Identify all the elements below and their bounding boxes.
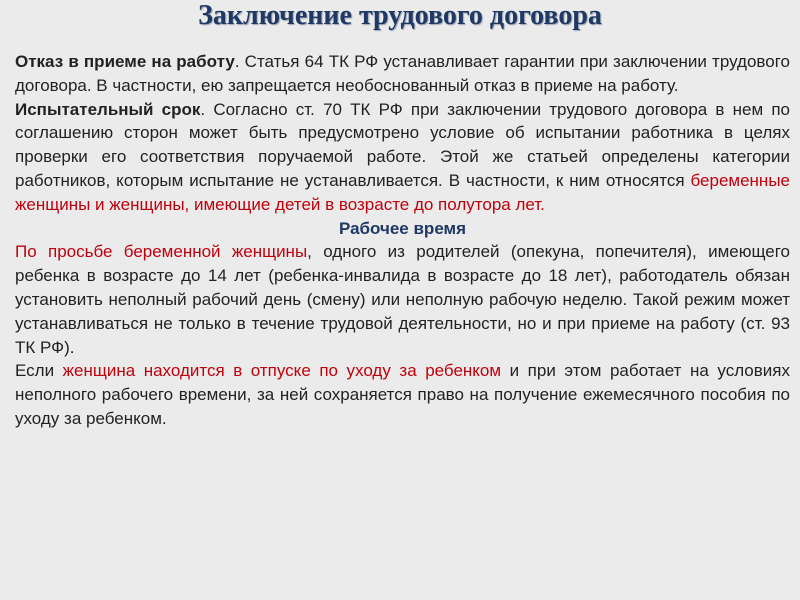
paragraph-probation [15,98,790,217]
paragraph-hiring-refusal [15,50,790,98]
page-title: Заключение трудового договора [198,0,602,31]
highlight-pregnant-request: По просьбе беременной женщины [15,242,308,262]
term-probation: Испытательный срок [15,99,201,119]
document-body [15,50,790,431]
paragraph-hiring-refusal-text: . Статья 64 ТК РФ устанавливает гарантии при заключении трудового договора. В частности, ею запрещается необоснованный отказ в приеме на работу. [15,52,790,95]
paragraph-child-leave [15,359,790,430]
highlight-pregnant-women: беременные женщины и женщины, имеющие детей в возрасте до полутора лет. [15,170,790,214]
paragraph-part-time-text: , одного из родителей (опекуна, попечителя), имеющего ребенка в возрасте до 14 лет (ребенка-инвалида в возрасте до 18 лет), работодатель обязан установить неполный рабочий день (смену) или неполную рабочую неделю. Такой режим может устанавливаться не только в течение трудовой деятельности, но и при приеме на работу (ст. 93 ТК РФ). [15,242,790,357]
paragraph-child-leave-end: и при этом работает на условиях неполного рабочего времени, за ней сохраняется право на получение ежемесячного пособия по уходу за ребенком. [15,361,790,428]
paragraph-child-leave-start: Если [15,361,63,381]
term-hiring-refusal: Отказ в приеме на работу [15,52,235,71]
paragraph-probation-text: . Согласно ст. 70 ТК РФ при заключении трудового договора в нем по соглашению сторон может быть предусмотрено условие об испытании работника в целях проверки его соответствия поручаемой работе. Этой же статьей определены категории работников, которым испытание не устанавливается. В частности, к ним относятся [15,99,790,190]
paragraph-part-time [15,240,790,359]
subheading-working-time: Рабочее время [338,218,467,238]
title-bar [0,0,800,40]
highlight-child-leave: женщина находится в отпуске по уходу за ребенком [62,361,502,381]
